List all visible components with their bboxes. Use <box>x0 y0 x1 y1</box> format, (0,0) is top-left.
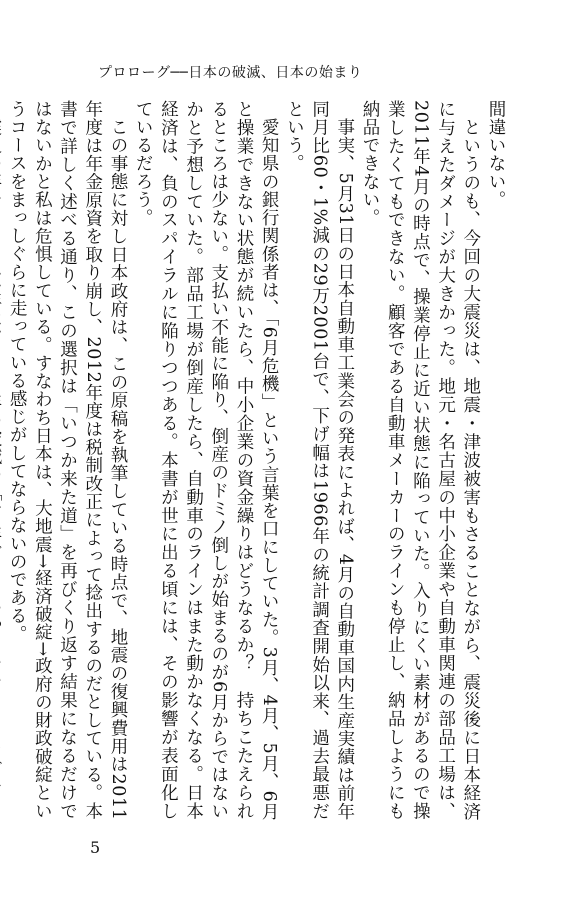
paragraph: 事実、5月31日の日本自動車工業会の発表によれば、4月の自動車国内生産実績は前年同月比60・1%減の29万2001台で、下げ幅は1966年の統計調査開始以来、過去最悪だという。 <box>284 100 355 820</box>
body-text <box>0 100 508 820</box>
paragraph: 愛知県の銀行関係者は、「6月危機」という言葉を口にしていた。3月、4月、5月、6月と操業できない状態が続いたら、中小企業の資金繰りはどうなるか？ 持ちこたえられるところは少ない。支払い不能に陥り、倒産のドミノ倒しが始まるのが6月からではないかと予想していた。部品工場が倒産したら、自動車のラインはまた動かなくなる。日本経済は、負のスパイラルに陥りつつある。本書が世に出る頃には、その影響が表面化しているだろう。 <box>133 100 280 820</box>
paragraph <box>0 100 4 820</box>
running-head: プロローグ──日本の破滅、日本の始まり <box>98 65 363 81</box>
paragraph: 間違いない。 <box>486 100 506 209</box>
paragraph: この事態に対し日本政府は、この原稿を執筆している時点で、地震の復興費用は2011年度は年金原資を取り崩し、2012年度は税制改正によって捻出するのだとしている。本書で詳しく述べる通り、この選択は「いつか来た道」を再びくり返す結果になるだけではないかと私は危惧している。すなわち日本は、大地震→経済破綻→政府の財政破綻というコースをまっしぐらに走っている感じがしてならないのである。 <box>7 100 128 820</box>
page-number: 5 <box>90 838 101 857</box>
paragraph: というのも、今回の大震災は、地震・津波被害もさることながら、震災後に日本経済に与えたダメージが大きかった。地元・名古屋の中小企業や自動車関連の部品工場は、2011年4月の時点で、操業停止に近い状態に陥っていた。入りにくい素材があるので操業したくてもできない。顧客である自動車メーカーのラインも停止し、納品しようにも納品できない。 <box>359 100 481 820</box>
